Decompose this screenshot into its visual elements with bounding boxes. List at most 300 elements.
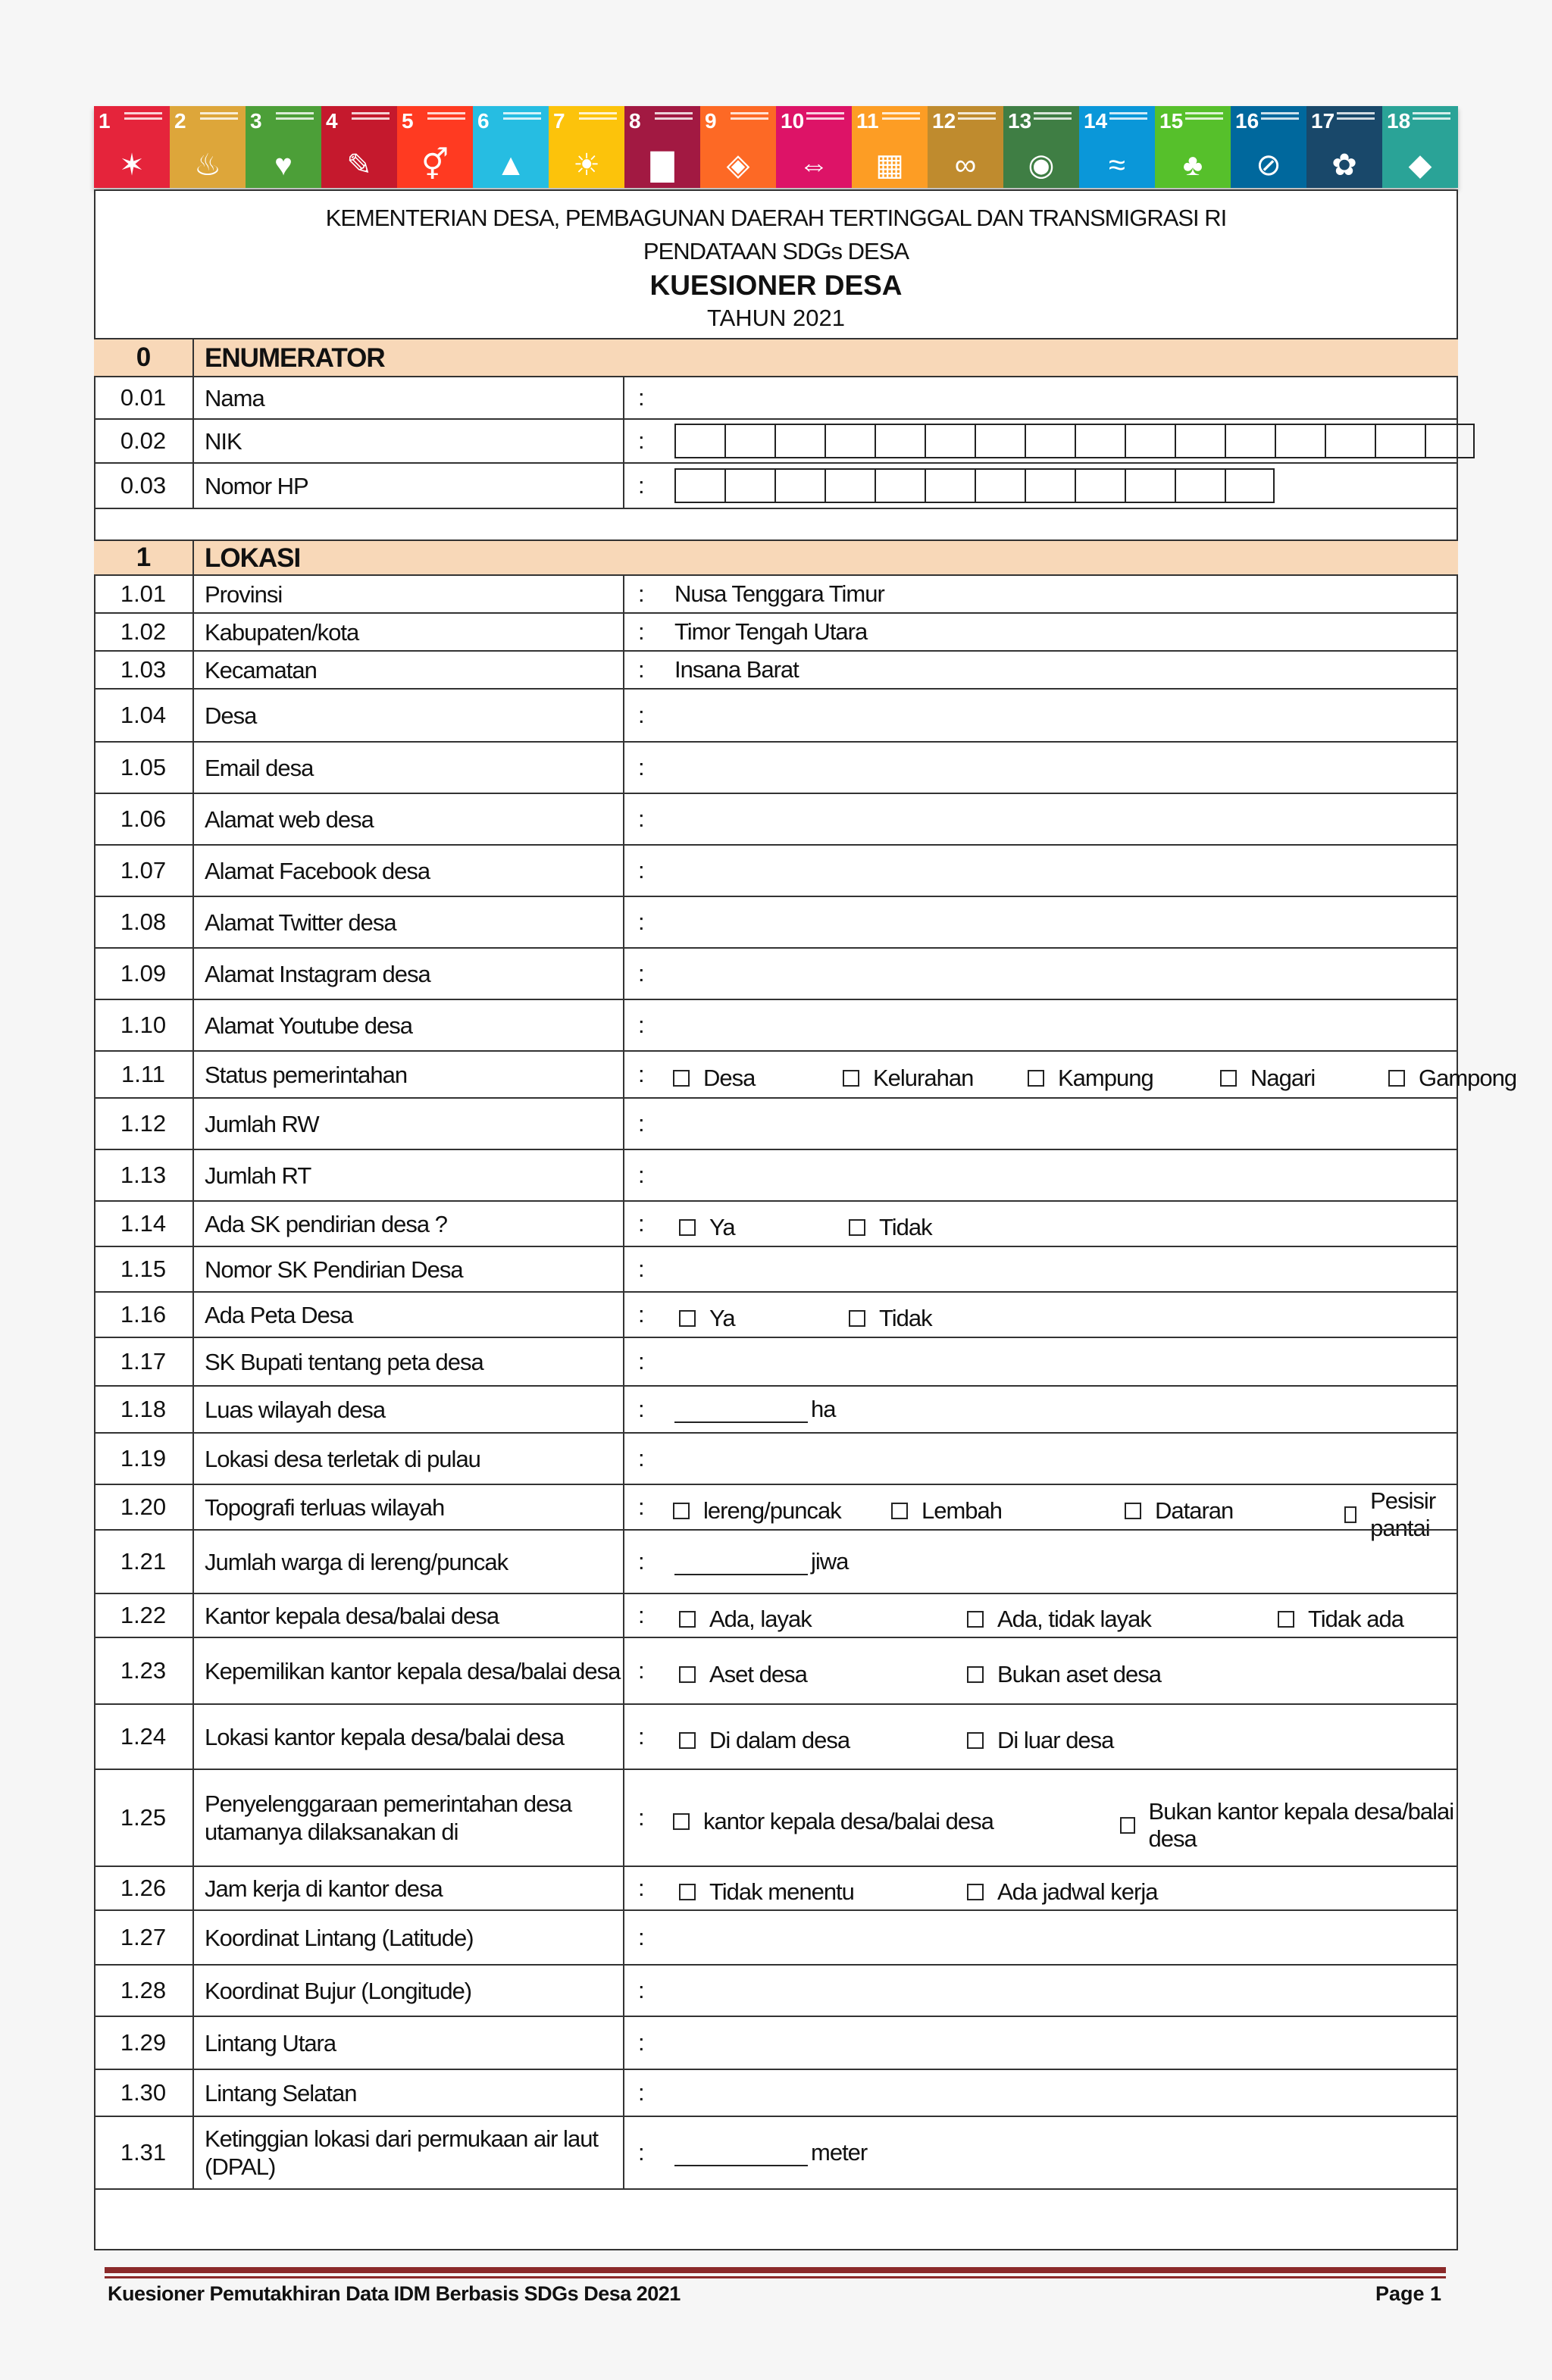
sdg-number: 15 <box>1159 109 1184 133</box>
colon-separator: : <box>638 1875 644 1901</box>
answer-cell[interactable] <box>626 1293 1458 1337</box>
question-label: Kepemilikan kantor kepala desa/balai desa <box>196 1638 624 1703</box>
checkbox-icon[interactable] <box>679 1611 696 1628</box>
digit-box[interactable] <box>875 468 925 503</box>
digit-box[interactable] <box>1225 468 1275 503</box>
sdg-caption-lines <box>352 112 390 114</box>
option-checkbox[interactable] <box>1388 1065 1516 1092</box>
checkbox-icon[interactable] <box>967 1666 984 1683</box>
table-row <box>94 1769 1458 1866</box>
question-code: 0.02 <box>94 420 194 462</box>
tree-icon: ♣ <box>1182 149 1203 182</box>
question-code: 1.18 <box>94 1387 194 1432</box>
unit-label: jiwa <box>811 1548 849 1575</box>
question-label: Lintang Selatan <box>196 2070 624 2116</box>
digit-box[interactable] <box>1375 424 1425 458</box>
sdg-number: 1 <box>99 109 111 133</box>
sdg-number: 18 <box>1387 109 1411 133</box>
digit-box[interactable] <box>1275 424 1325 458</box>
digit-box[interactable] <box>1075 424 1125 458</box>
sdg-caption-lines <box>276 112 314 114</box>
option-label: Di dalam desa <box>709 1727 850 1754</box>
colon-separator: : <box>638 1493 644 1520</box>
question-code: 1.13 <box>94 1150 194 1200</box>
option-label: Ya <box>709 1305 735 1332</box>
sdg-tile <box>397 106 473 188</box>
answer-cell[interactable] <box>626 2070 1458 2116</box>
checkbox-icon[interactable] <box>1388 1070 1405 1087</box>
question-label: Kabupaten/kota <box>196 614 624 650</box>
page-title: KUESIONER DESA <box>649 270 903 301</box>
table-row <box>94 376 1458 418</box>
sdg-number: 3 <box>250 109 262 133</box>
checkbox-icon[interactable] <box>967 1611 984 1628</box>
question-code: 1.31 <box>94 2117 194 2188</box>
colon-separator: : <box>638 472 644 499</box>
digit-box[interactable] <box>1175 424 1225 458</box>
sdg-number: 2 <box>174 109 186 133</box>
question-label: Nama <box>196 377 624 418</box>
colon-separator: : <box>638 1012 644 1038</box>
table-row <box>94 650 1458 688</box>
colon-separator: : <box>638 1348 644 1375</box>
question-code: 1.20 <box>94 1485 194 1529</box>
option-checkbox[interactable] <box>1028 1065 1153 1092</box>
question-label: Lokasi kantor kepala desa/balai desa <box>196 1705 624 1769</box>
colon-separator: : <box>638 2029 644 2056</box>
table-row <box>94 1291 1458 1337</box>
question-code: 1.06 <box>94 794 194 844</box>
answer-cell[interactable] <box>626 1638 1458 1703</box>
checkbox-icon[interactable] <box>1278 1611 1294 1628</box>
checkbox-icon[interactable] <box>673 1813 690 1830</box>
sdg-tile <box>624 106 700 188</box>
option-checkbox[interactable] <box>679 1661 807 1688</box>
checkbox-icon[interactable] <box>967 1732 984 1749</box>
answer-cell[interactable] <box>626 794 1458 844</box>
answer-cell[interactable] <box>626 1485 1458 1542</box>
question-code: 0.01 <box>94 377 194 418</box>
answer-value: Insana Barat <box>674 656 799 683</box>
checkbox-icon[interactable] <box>1220 1070 1237 1087</box>
answer-cell[interactable] <box>626 2017 1458 2069</box>
option-label: kantor kepala desa/balai desa <box>703 1808 993 1835</box>
question-label: Jam kerja di kantor desa <box>196 1867 624 1909</box>
answer-cell[interactable] <box>626 1000 1458 1050</box>
digit-box[interactable] <box>1025 468 1075 503</box>
answer-cell[interactable] <box>626 464 1458 508</box>
digit-box[interactable] <box>1225 424 1275 458</box>
checkbox-icon[interactable] <box>849 1219 865 1236</box>
option-label: Ada jadwal kerja <box>997 1878 1158 1906</box>
digit-box[interactable] <box>1075 468 1125 503</box>
question-label: Provinsi <box>196 576 624 612</box>
colon-separator: : <box>638 805 644 832</box>
digit-box[interactable] <box>975 424 1025 458</box>
option-label: Pesisir pantai <box>1370 1487 1436 1542</box>
table-row <box>94 741 1458 793</box>
sdg-tile <box>246 106 321 188</box>
sdg-caption-lines <box>731 112 768 114</box>
option-checkbox[interactable] <box>679 1878 854 1906</box>
checkbox-icon[interactable] <box>679 1884 696 1900</box>
digit-box[interactable] <box>875 424 925 458</box>
answer-cell[interactable] <box>626 614 1458 650</box>
question-code: 1.01 <box>94 576 194 612</box>
question-code: 1.29 <box>94 2017 194 2069</box>
answer-cell[interactable] <box>626 1247 1458 1291</box>
question-code: 1.26 <box>94 1867 194 1909</box>
colon-separator: : <box>638 1110 644 1137</box>
checkbox-icon[interactable] <box>673 1503 690 1519</box>
sdg-caption-lines <box>1034 112 1072 114</box>
option-checkbox[interactable] <box>1278 1606 1403 1633</box>
question-label: Jumlah warga di lereng/puncak <box>196 1531 624 1593</box>
option-checkbox[interactable] <box>673 1808 993 1835</box>
digit-box[interactable] <box>824 468 875 503</box>
digit-box[interactable] <box>1025 424 1075 458</box>
sdg-tile <box>170 106 246 188</box>
answer-cell[interactable] <box>626 1150 1458 1200</box>
colon-separator: : <box>638 580 644 607</box>
unit-field[interactable] <box>674 1396 835 1423</box>
blank-line[interactable] <box>674 1554 808 1575</box>
checkbox-icon[interactable] <box>679 1666 696 1683</box>
colon-separator: : <box>638 1256 644 1282</box>
option-label: Kelurahan <box>873 1065 974 1092</box>
question-label: Ketinggian lokasi dari permukaan air laut (DPAL) <box>196 2117 624 2188</box>
option-label: Di luar desa <box>997 1727 1114 1754</box>
sdg-caption-lines <box>503 112 541 114</box>
digit-box[interactable] <box>1125 468 1175 503</box>
question-label: Jumlah RW <box>196 1099 624 1149</box>
question-code: 1.09 <box>94 949 194 999</box>
question-code: 1.10 <box>94 1000 194 1050</box>
sdg-caption-lines <box>1109 112 1147 114</box>
answer-cell[interactable] <box>626 1705 1458 1769</box>
colon-separator: : <box>638 1301 644 1328</box>
answer-cell[interactable] <box>626 1594 1458 1637</box>
colon-separator: : <box>638 1657 644 1684</box>
question-label: Penyelenggaraan pemerintahan desa utamanya dilaksanakan di <box>196 1770 624 1866</box>
question-label: Topografi terluas wilayah <box>196 1485 624 1529</box>
sdg-tile <box>1155 106 1231 188</box>
question-code: 1.12 <box>94 1099 194 1149</box>
section-title: LOKASI <box>205 543 301 573</box>
option-checkbox[interactable] <box>679 1214 735 1241</box>
answer-cell[interactable] <box>626 1531 1458 1593</box>
section-header <box>94 539 1458 574</box>
question-label: Jumlah RT <box>196 1150 624 1200</box>
table-row <box>94 1337 1458 1385</box>
sdg-caption-lines <box>958 112 996 114</box>
answer-cell[interactable] <box>626 1099 1458 1149</box>
option-checkbox[interactable] <box>843 1065 973 1092</box>
sdg-tile <box>776 106 852 188</box>
checkbox-icon[interactable] <box>1028 1070 1044 1087</box>
answer-value: Nusa Tenggara Timur <box>674 580 884 607</box>
answer-cell[interactable] <box>626 2117 1458 2188</box>
colon-separator: : <box>638 384 644 411</box>
answer-cell[interactable] <box>626 420 1458 462</box>
table-row <box>94 1484 1458 1542</box>
option-checkbox[interactable] <box>1220 1065 1315 1092</box>
sdg-number: 6 <box>477 109 490 133</box>
section-title: ENUMERATOR <box>205 342 385 373</box>
answer-cell[interactable] <box>626 846 1458 896</box>
digit-box[interactable] <box>1325 424 1375 458</box>
sdg-caption-lines <box>579 112 617 114</box>
table-row <box>94 574 1458 612</box>
option-checkbox[interactable] <box>1125 1497 1233 1525</box>
table-row <box>94 688 1458 741</box>
option-label: Tidak menentu <box>709 1878 854 1906</box>
footer-divider-thin <box>105 2276 1446 2278</box>
sdg-number: 9 <box>705 109 717 133</box>
survey-year: TAHUN 2021 <box>706 305 846 331</box>
answer-cell[interactable] <box>626 576 1458 612</box>
colon-separator: : <box>638 1977 644 2003</box>
table-row <box>94 1593 1458 1637</box>
checkbox-icon[interactable] <box>679 1732 696 1749</box>
blank-line[interactable] <box>674 2145 808 2166</box>
table-row <box>94 612 1458 650</box>
sdg-tile <box>700 106 776 188</box>
digit-box[interactable] <box>1425 424 1475 458</box>
checkbox-icon[interactable] <box>679 1310 696 1327</box>
option-checkbox[interactable] <box>849 1214 932 1241</box>
fish-icon: ≈ <box>1109 149 1125 182</box>
book-icon: ✎ <box>346 149 372 182</box>
sdg-caption-lines <box>200 112 238 114</box>
answer-cell[interactable] <box>626 1911 1458 1964</box>
question-code: 0.03 <box>94 464 194 508</box>
answer-cell[interactable] <box>626 949 1458 999</box>
option-checkbox[interactable] <box>849 1305 932 1332</box>
colon-separator: : <box>638 427 644 454</box>
table-row <box>94 947 1458 999</box>
colon-separator: : <box>638 1548 644 1575</box>
sdg-number: 4 <box>326 109 338 133</box>
digit-box[interactable] <box>724 468 774 503</box>
option-checkbox[interactable] <box>967 1606 1151 1633</box>
sdg-banner <box>94 106 1458 188</box>
option-label: Tidak <box>879 1214 932 1241</box>
section-header <box>94 338 1458 376</box>
colon-separator: : <box>638 1804 644 1831</box>
blank-line[interactable] <box>674 1402 808 1423</box>
table-row <box>94 793 1458 844</box>
question-label: Alamat Youtube desa <box>196 1000 624 1050</box>
digit-box[interactable] <box>975 468 1025 503</box>
answer-cell[interactable] <box>626 1770 1458 1866</box>
checkbox-icon[interactable] <box>1344 1506 1356 1523</box>
colon-separator: : <box>638 1602 644 1628</box>
option-label: Kampung <box>1058 1065 1153 1092</box>
table-row <box>94 1385 1458 1432</box>
question-code: 1.25 <box>94 1770 194 1866</box>
checkbox-icon[interactable] <box>967 1884 984 1900</box>
colon-separator: : <box>638 1061 644 1087</box>
option-checkbox[interactable] <box>679 1305 735 1332</box>
question-label: Kantor kepala desa/balai desa <box>196 1594 624 1637</box>
digit-box[interactable] <box>925 424 975 458</box>
answer-cell[interactable] <box>626 1338 1458 1385</box>
option-checkbox[interactable] <box>673 1497 841 1525</box>
gender-icon: ⚥ <box>421 149 449 182</box>
dove-icon: ⊘ <box>1256 149 1281 182</box>
colon-separator: : <box>638 960 644 987</box>
answer-cell[interactable] <box>626 1966 1458 2016</box>
answer-cell[interactable] <box>626 1434 1458 1484</box>
question-label: Ada SK pendirian desa ? <box>196 1202 624 1246</box>
checkbox-icon[interactable] <box>1120 1817 1135 1834</box>
option-label: Gampong <box>1419 1065 1517 1092</box>
digit-box[interactable] <box>774 468 824 503</box>
question-code: 1.05 <box>94 743 194 793</box>
question-code: 1.17 <box>94 1338 194 1385</box>
checkbox-icon[interactable] <box>891 1503 908 1519</box>
question-code: 1.19 <box>94 1434 194 1484</box>
question-code: 1.04 <box>94 690 194 741</box>
question-code: 1.11 <box>94 1052 194 1097</box>
question-code: 1.22 <box>94 1594 194 1637</box>
question-code: 1.16 <box>94 1293 194 1337</box>
sdg-caption-lines <box>882 112 920 114</box>
table-row <box>94 462 1458 508</box>
option-label: Dataran <box>1155 1497 1234 1525</box>
heart-icon: ♥ <box>274 149 293 182</box>
answer-cell[interactable] <box>626 1867 1458 1909</box>
table-row <box>94 1703 1458 1769</box>
digit-box[interactable] <box>674 468 724 503</box>
sdg-caption-lines <box>1185 112 1223 114</box>
question-code: 1.03 <box>94 652 194 688</box>
answer-cell[interactable] <box>626 1387 1458 1432</box>
diamond-icon: ◆ <box>1408 149 1432 182</box>
table-row <box>94 1200 1458 1246</box>
spacer-row <box>94 2188 1458 2250</box>
answer-cell[interactable] <box>626 743 1458 793</box>
option-label: Bukan aset desa <box>997 1661 1161 1688</box>
colon-separator: : <box>638 909 644 935</box>
question-code: 1.08 <box>94 897 194 947</box>
question-label: Koordinat Lintang (Latitude) <box>196 1911 624 1964</box>
answer-cell[interactable] <box>626 1202 1458 1246</box>
question-code: 1.24 <box>94 1705 194 1769</box>
option-checkbox[interactable] <box>891 1497 1002 1525</box>
colon-separator: : <box>638 1396 644 1422</box>
digit-box[interactable] <box>724 424 774 458</box>
question-label: NIK <box>196 420 624 462</box>
sdg-tile <box>1306 106 1382 188</box>
question-code: 1 <box>94 541 194 574</box>
table-row <box>94 2069 1458 2116</box>
table-row <box>94 999 1458 1050</box>
option-label: Tidak <box>879 1305 932 1332</box>
question-code: 1.21 <box>94 1531 194 1593</box>
answer-cell[interactable] <box>626 1052 1517 1097</box>
question-label: SK Bupati tentang peta desa <box>196 1338 624 1385</box>
answer-cell[interactable] <box>626 897 1458 947</box>
question-label: Alamat web desa <box>196 794 624 844</box>
option-checkbox[interactable] <box>679 1606 812 1633</box>
option-checkbox[interactable] <box>967 1878 1157 1906</box>
sdg-caption-lines <box>1337 112 1375 114</box>
spacer-row <box>94 508 1458 539</box>
digit-boxes[interactable] <box>674 424 1475 458</box>
sdg-caption-lines <box>427 112 465 114</box>
digit-box[interactable] <box>824 424 875 458</box>
option-label: lereng/puncak <box>703 1497 841 1525</box>
digit-boxes[interactable] <box>674 468 1275 503</box>
question-label: Alamat Facebook desa <box>196 846 624 896</box>
table-row <box>94 1246 1458 1291</box>
question-code: 1.28 <box>94 1966 194 2016</box>
checkbox-icon[interactable] <box>849 1310 865 1327</box>
unit-field[interactable] <box>674 2139 867 2166</box>
question-label: Desa <box>196 690 624 741</box>
question-label: Lintang Utara <box>196 2017 624 2069</box>
option-label: Aset desa <box>709 1661 807 1688</box>
sdg-number: 5 <box>402 109 414 133</box>
digit-box[interactable] <box>774 424 824 458</box>
unit-field[interactable] <box>674 1548 848 1575</box>
sdg-number: 8 <box>629 109 641 133</box>
unit-label: meter <box>811 2139 868 2166</box>
checkbox-icon[interactable] <box>673 1070 690 1087</box>
question-label: Nomor SK Pendirian Desa <box>196 1247 624 1291</box>
question-code: 1.30 <box>94 2070 194 2116</box>
option-checkbox[interactable] <box>679 1727 850 1754</box>
sdg-tile <box>1231 106 1306 188</box>
table-row <box>94 1432 1458 1484</box>
question-label: Lokasi desa terletak di pulau <box>196 1434 624 1484</box>
digit-box[interactable] <box>1175 468 1225 503</box>
table-row <box>94 418 1458 462</box>
question-label: Kecamatan <box>196 652 624 688</box>
table-row <box>94 896 1458 947</box>
question-code: 1.02 <box>94 614 194 650</box>
option-label: Tidak ada <box>1308 1606 1403 1633</box>
option-checkbox[interactable] <box>673 1065 755 1092</box>
colon-separator: : <box>638 1445 644 1471</box>
colon-separator: : <box>638 618 644 645</box>
option-checkbox[interactable] <box>967 1727 1113 1754</box>
checkbox-icon[interactable] <box>843 1070 859 1087</box>
option-checkbox[interactable] <box>967 1661 1161 1688</box>
checkbox-icon[interactable] <box>679 1219 696 1236</box>
sdg-tile <box>94 106 170 188</box>
digit-box[interactable] <box>1125 424 1175 458</box>
question-label: Luas wilayah desa <box>196 1387 624 1432</box>
colon-separator: : <box>638 1162 644 1188</box>
answer-cell[interactable] <box>626 652 1458 688</box>
answer-cell[interactable] <box>626 377 1458 418</box>
option-checkbox[interactable] <box>1120 1798 1458 1853</box>
answer-cell[interactable] <box>626 690 1458 741</box>
colon-separator: : <box>638 857 644 884</box>
question-label: Status pemerintahan <box>196 1052 624 1097</box>
table-row <box>94 844 1458 896</box>
digit-box[interactable] <box>925 468 975 503</box>
digit-box[interactable] <box>674 424 724 458</box>
colon-separator: : <box>638 2079 644 2106</box>
checkbox-icon[interactable] <box>1125 1503 1141 1519</box>
sdg-number: 12 <box>932 109 956 133</box>
table-row <box>94 1909 1458 1964</box>
table-row <box>94 1050 1517 1097</box>
